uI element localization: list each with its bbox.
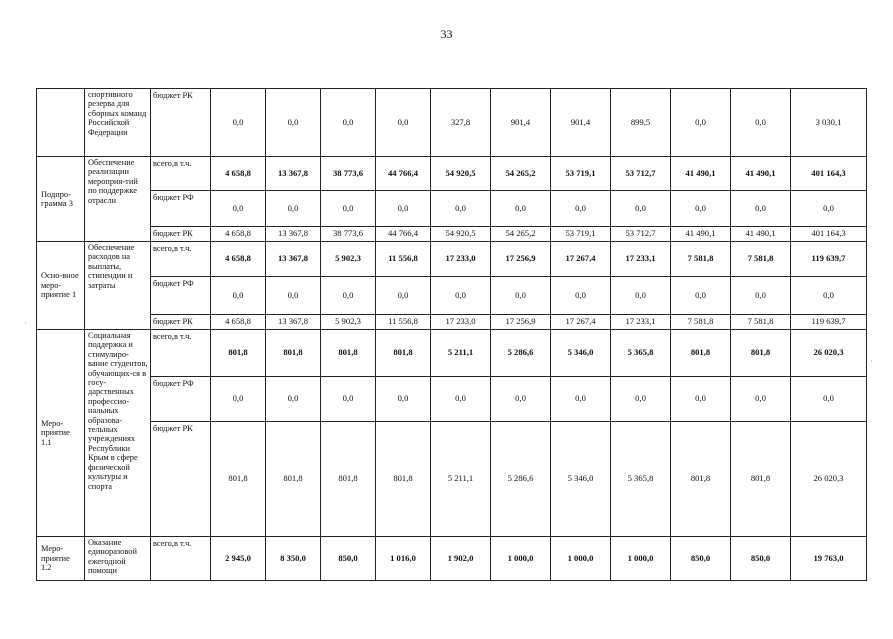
description-cell: спортивного резерва для сборных команд Российской Федерации [85, 89, 151, 157]
value-cell: 17 233,0 [431, 242, 491, 277]
value-cell: 0,0 [376, 191, 431, 227]
value-cell: 0,0 [791, 277, 867, 315]
margin-mark: · [24, 318, 27, 328]
value-cell: 801,8 [266, 330, 321, 377]
value-cell: 0,0 [321, 191, 376, 227]
value-cell: 5 365,8 [611, 330, 671, 377]
funding-source-cell: бюджет РФ [151, 191, 211, 227]
value-cell: 0,0 [791, 377, 867, 422]
value-cell: 13 367,8 [266, 242, 321, 277]
value-cell: 0,0 [211, 277, 266, 315]
value-cell: 17 267,4 [551, 315, 611, 330]
value-cell: 0,0 [611, 277, 671, 315]
program-cell [37, 89, 85, 157]
value-cell: 17 267,4 [551, 242, 611, 277]
value-cell: 0,0 [551, 377, 611, 422]
value-cell: 17 256,9 [491, 242, 551, 277]
table-row [37, 537, 867, 581]
value-cell: 0,0 [671, 191, 731, 227]
value-cell: 899,5 [611, 89, 671, 157]
table-body [37, 89, 867, 581]
value-cell: 41 490,1 [671, 157, 731, 191]
value-cell: 0,0 [431, 277, 491, 315]
value-cell: 0,0 [491, 277, 551, 315]
value-cell: 0,0 [731, 277, 791, 315]
value-cell: 17 233,0 [431, 315, 491, 330]
value-cell: 0,0 [611, 377, 671, 422]
value-cell: 801,8 [376, 422, 431, 537]
program-cell: Меро-приятие 1.1 [37, 330, 85, 537]
value-cell: 0,0 [211, 377, 266, 422]
table-row [37, 242, 867, 277]
value-cell: 44 766,4 [376, 157, 431, 191]
value-cell: 0,0 [491, 191, 551, 227]
value-cell: 4 658,8 [211, 242, 266, 277]
value-cell: 1 902,0 [431, 537, 491, 581]
value-cell: 13 367,8 [266, 157, 321, 191]
value-cell: 0,0 [266, 377, 321, 422]
value-cell: 0,0 [671, 89, 731, 157]
value-cell: 119 639,7 [791, 242, 867, 277]
value-cell: 2 945,0 [211, 537, 266, 581]
value-cell: 5 286,6 [491, 330, 551, 377]
program-cell: Осно-вное меро-приятие 1 [37, 242, 85, 330]
value-cell: 7 581,8 [671, 315, 731, 330]
value-cell: 0,0 [266, 191, 321, 227]
value-cell: 5 286,6 [491, 422, 551, 537]
value-cell: 13 367,8 [266, 315, 321, 330]
value-cell: 801,8 [266, 422, 321, 537]
value-cell: 38 773,6 [321, 227, 376, 242]
value-cell: 54 920,5 [431, 227, 491, 242]
value-cell: 1 000,0 [491, 537, 551, 581]
value-cell: 0,0 [491, 377, 551, 422]
value-cell: 119 639,7 [791, 315, 867, 330]
description-cell: Оказание единоразовой ежегодной помощи [85, 537, 151, 581]
funding-source-cell: бюджет РК [151, 227, 211, 242]
funding-source-cell: бюджет РК [151, 422, 211, 537]
value-cell: 0,0 [671, 377, 731, 422]
value-cell: 1 000,0 [551, 537, 611, 581]
value-cell: 0,0 [611, 191, 671, 227]
funding-source-cell: бюджет РФ [151, 277, 211, 315]
funding-source-cell: всего,в т.ч. [151, 537, 211, 581]
value-cell: 41 490,1 [731, 157, 791, 191]
value-cell: 801,8 [376, 330, 431, 377]
value-cell: 801,8 [211, 422, 266, 537]
value-cell: 850,0 [321, 537, 376, 581]
value-cell: 901,4 [551, 89, 611, 157]
value-cell: 0,0 [376, 377, 431, 422]
value-cell: 53 712,7 [611, 157, 671, 191]
value-cell: 5 902,3 [321, 315, 376, 330]
value-cell: 17 233,1 [611, 242, 671, 277]
value-cell: 0,0 [266, 277, 321, 315]
value-cell: 5 211,1 [431, 422, 491, 537]
description-cell: Обеспечение реализации мероприя-тий по поддержке отрасли [85, 157, 151, 242]
value-cell: 41 490,1 [671, 227, 731, 242]
value-cell: 54 265,2 [491, 157, 551, 191]
value-cell: 8 350,0 [266, 537, 321, 581]
page-number: 33 [440, 27, 453, 41]
value-cell: 801,8 [671, 330, 731, 377]
value-cell: 5 346,0 [551, 330, 611, 377]
value-cell: 401 164,3 [791, 227, 867, 242]
value-cell: 11 556,8 [376, 315, 431, 330]
value-cell: 0,0 [791, 191, 867, 227]
value-cell: 53 719,1 [551, 157, 611, 191]
value-cell: 0,0 [266, 89, 321, 157]
program-cell: Подпро-грамма 3 [37, 157, 85, 242]
funding-source-cell: всего,в т.ч. [151, 330, 211, 377]
table-row [37, 315, 867, 330]
value-cell: 0,0 [731, 377, 791, 422]
value-cell: 801,8 [671, 422, 731, 537]
table-row [37, 157, 867, 191]
value-cell: 4 658,8 [211, 315, 266, 330]
description-cell: Социальная поддержка и стимулиро-вание студентов, обучающих-ся в госу-дарственных профессио-нальных образова-тельных учреждениях Республики Крым в сфере физической культуры и спорта [85, 330, 151, 537]
funding-source-cell: бюджет РК [151, 89, 211, 157]
value-cell: 53 712,7 [611, 227, 671, 242]
budget-table [36, 88, 867, 581]
value-cell: 26 020,3 [791, 422, 867, 537]
value-cell: 5 365,8 [611, 422, 671, 537]
description-cell: Обеспечение расходов на выплаты, стипендии и затраты [85, 242, 151, 330]
value-cell: 801,8 [321, 330, 376, 377]
value-cell: 0,0 [671, 277, 731, 315]
value-cell: 0,0 [431, 191, 491, 227]
value-cell: 850,0 [671, 537, 731, 581]
value-cell: 17 233,1 [611, 315, 671, 330]
funding-source-cell: бюджет РК [151, 315, 211, 330]
value-cell: 41 490,1 [731, 227, 791, 242]
table-row [37, 330, 867, 377]
value-cell: 54 920,5 [431, 157, 491, 191]
value-cell: 7 581,8 [671, 242, 731, 277]
value-cell: 38 773,6 [321, 157, 376, 191]
value-cell: 44 766,4 [376, 227, 431, 242]
value-cell: 4 658,8 [211, 157, 266, 191]
value-cell: 0,0 [376, 89, 431, 157]
value-cell: 801,8 [731, 422, 791, 537]
value-cell: 801,8 [731, 330, 791, 377]
value-cell: 5 346,0 [551, 422, 611, 537]
value-cell: 13 367,8 [266, 227, 321, 242]
value-cell: 0,0 [321, 377, 376, 422]
value-cell: 901,4 [491, 89, 551, 157]
value-cell: 0,0 [551, 191, 611, 227]
table-row [37, 422, 867, 537]
value-cell: 327,8 [431, 89, 491, 157]
value-cell: 5 211,1 [431, 330, 491, 377]
value-cell: 17 256,9 [491, 315, 551, 330]
value-cell: 0,0 [211, 89, 266, 157]
value-cell: 1 000,0 [611, 537, 671, 581]
margin-mark: · [870, 356, 873, 366]
funding-source-cell: всего,в т.ч. [151, 157, 211, 191]
value-cell: 0,0 [376, 277, 431, 315]
value-cell: 7 581,8 [731, 242, 791, 277]
value-cell: 0,0 [551, 277, 611, 315]
value-cell: 1 016,0 [376, 537, 431, 581]
funding-source-cell: всего,в т.ч. [151, 242, 211, 277]
value-cell: 26 020,3 [791, 330, 867, 377]
value-cell: 401 164,3 [791, 157, 867, 191]
value-cell: 5 902,3 [321, 242, 376, 277]
value-cell: 0,0 [321, 89, 376, 157]
value-cell: 0,0 [431, 377, 491, 422]
table-row [37, 377, 867, 422]
value-cell: 0,0 [731, 191, 791, 227]
value-cell: 0,0 [321, 277, 376, 315]
value-cell: 801,8 [211, 330, 266, 377]
value-cell: 53 719,1 [551, 227, 611, 242]
value-cell: 4 658,8 [211, 227, 266, 242]
value-cell: 801,8 [321, 422, 376, 537]
table-row [37, 191, 867, 227]
value-cell: 54 265,2 [491, 227, 551, 242]
value-cell: 7 581,8 [731, 315, 791, 330]
value-cell: 0,0 [731, 89, 791, 157]
funding-source-cell: бюджет РФ [151, 377, 211, 422]
value-cell: 11 556,8 [376, 242, 431, 277]
value-cell: 3 030,1 [791, 89, 867, 157]
program-cell: Меро-приятие 1.2 [37, 537, 85, 581]
table-row [37, 227, 867, 242]
value-cell: 19 763,0 [791, 537, 867, 581]
value-cell: 0,0 [211, 191, 266, 227]
table-row [37, 277, 867, 315]
table-row [37, 89, 867, 157]
value-cell: 850,0 [731, 537, 791, 581]
